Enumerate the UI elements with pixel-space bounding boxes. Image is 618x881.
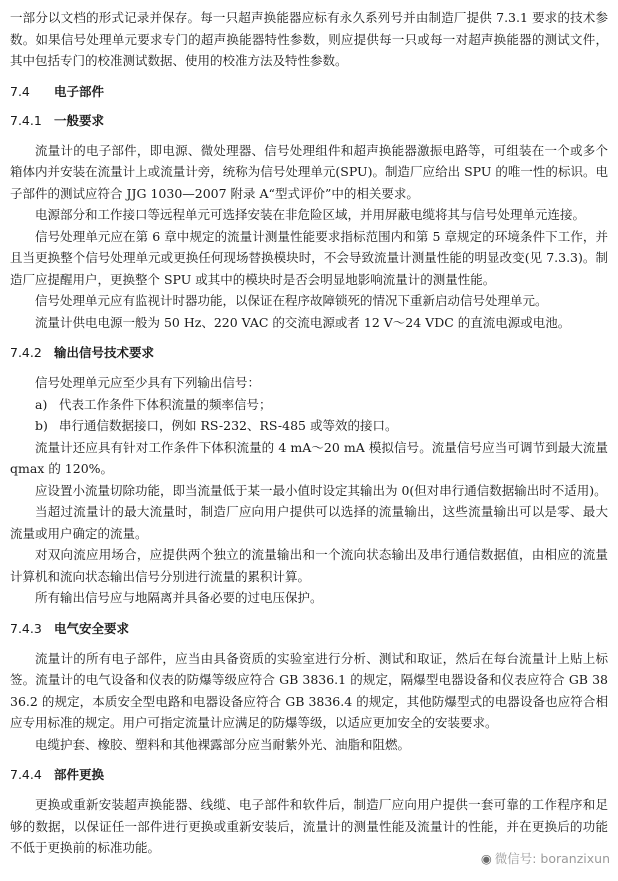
list-item (10, 415, 608, 437)
section-title: 一般要求 (54, 112, 105, 128)
list-item-text: 代表工作条件下体积流量的频率信号； (59, 396, 272, 412)
paragraph: 信号处理单元应在第 6 章中规定的流量计测量性能要求指标范围内和第 5 章规定的环境条件下工作，并且当更换整个信号处理单元或更换任何现场替换模块时，不会导致流量计测量性能的明显改变(见 7.3.3)。制造厂应提醒用户，更换整个 SPU 或其中的模块时是否会明显地影响流量计的测量性能。 (10, 228, 608, 287)
paragraph: 流量计的电子部件，即电源、微处理器、信号处理组件和超声换能器激振电路等，可组装在一个或多个箱体内并安装在流量计上或流量计旁，统称为信号处理单元(SPU)。制造厂应给出 SPU 的唯一性的标识。电子部件的测试应符合 JJG 1030—2007 附录 A“型式评价”中的相关要求。 (10, 142, 608, 201)
paragraph: 电源部分和工作接口等远程单元可选择安装在非危险区域，并用屏蔽电缆将其与信号处理单元连接。 (35, 207, 586, 222)
watermark (481, 849, 610, 867)
paragraph: 当超过流量计的最大流量时，制造厂应向用户提供可以选择的流量输出，这些流量输出可以是零、最大流量或用户确定的流量。 (10, 504, 608, 541)
list-item-text: 串行通信数据接口，例如 RS-232、RS-485 或等效的接口。 (59, 418, 398, 433)
section-title: 电子部件 (54, 83, 105, 99)
paragraph: 流量计还应具有针对工作条件下体积流量的 4 mA～20 mA 模拟信号。流量信号应当可调节到最大流量 qmax 的 120%。 (10, 439, 608, 476)
section-number: 7.4 (10, 83, 30, 99)
paragraph: 流量计供电电源一般为 50 Hz、220 VAC 的交流电源或者 12 V～24 VDC 的直流电源或电池。 (35, 314, 571, 330)
section-number: 7.4.2 (10, 345, 42, 360)
intro-paragraph: 一部分以文档的形式记录并保存。每一只超声换能器应标有永久系列号并由制造厂提供 7.3.1 要求的技术参数。如果信号处理单元要求专门的超声换能器特性参数，则应提供每一只或每一对超声换能器的测试文件，其中包括专门的校准测试数据、使用的校准方法及特性参数。 (10, 10, 608, 68)
section-title: 部件更换 (54, 767, 105, 782)
paragraph: 流量计的所有电子部件，应当由具备资质的实验室进行分析、测试和取证，然后在每台流量计上贴上标签。流量计的电气设备和仪表的防爆等级应符合 GB 3836.1 的规定，隔爆型电器设备和仪表应符合 GB 3836.2 的规定，本质安全型电路和电器设备应符合 GB 3836.4 的规定，其他防爆型式的电器设备也应符合相应专用标准的规定。用户可指定流量计应满足的防爆等级，以适应更加安全的安装要求。 (10, 650, 608, 730)
watermark-text: 微信号: boranzixun (494, 851, 610, 866)
section-number: 7.4.4 (10, 767, 42, 782)
list-marker: a) (35, 396, 48, 412)
list-item (10, 394, 608, 416)
section-number: 7.4.1 (10, 112, 42, 128)
section-number: 7.4.3 (10, 620, 42, 636)
wechat-icon: ◉ (480, 851, 492, 866)
paragraph: 信号处理单元应至少具有下列输出信号： (35, 375, 261, 390)
paragraph: 电缆护套、橡胶、塑料和其他裸露部分应当耐紫外光、油脂和阻燃。 (35, 736, 411, 752)
paragraph: 所有输出信号应与地隔离并具备必要的过电压保护。 (35, 590, 323, 605)
paragraph: 信号处理单元应有监视计时器功能，以保证在程序故障锁死的情况下重新启动信号处理单元。 (35, 293, 548, 308)
section-heading-7-4-3 (10, 619, 608, 639)
section-heading-7-4-4 (10, 765, 608, 785)
paragraph: 对双向流应用场合，应提供两个独立的流量输出和一个流向状态输出及串行通信数据值，由相应的流量计算机和流向状态输出信号分别进行流量的累积计算。 (10, 547, 608, 584)
section-heading-7-4-2 (10, 343, 608, 363)
paragraph: 更换或重新安装超声换能器、线缆、电子部件和软件后，制造厂应向用户提供一套可靠的工作程序和足够的数据，以保证任一部件进行更换或重新安装后，流量计的测量性能及流量计的性能，并在更换后的功能不低于更换前的标准功能。 (10, 797, 608, 855)
section-title: 输出信号技术要求 (54, 345, 155, 360)
paragraph: 应设置小流量切除功能，即当流量低于某一最小值时设定其输出为 0(但对串行通信数据输出时不适用)。 (35, 482, 607, 498)
section-heading-7-4-1 (10, 111, 608, 131)
section-heading-7-4 (10, 82, 608, 102)
section-title: 电气安全要求 (54, 620, 130, 636)
list-marker: b) (35, 418, 48, 433)
